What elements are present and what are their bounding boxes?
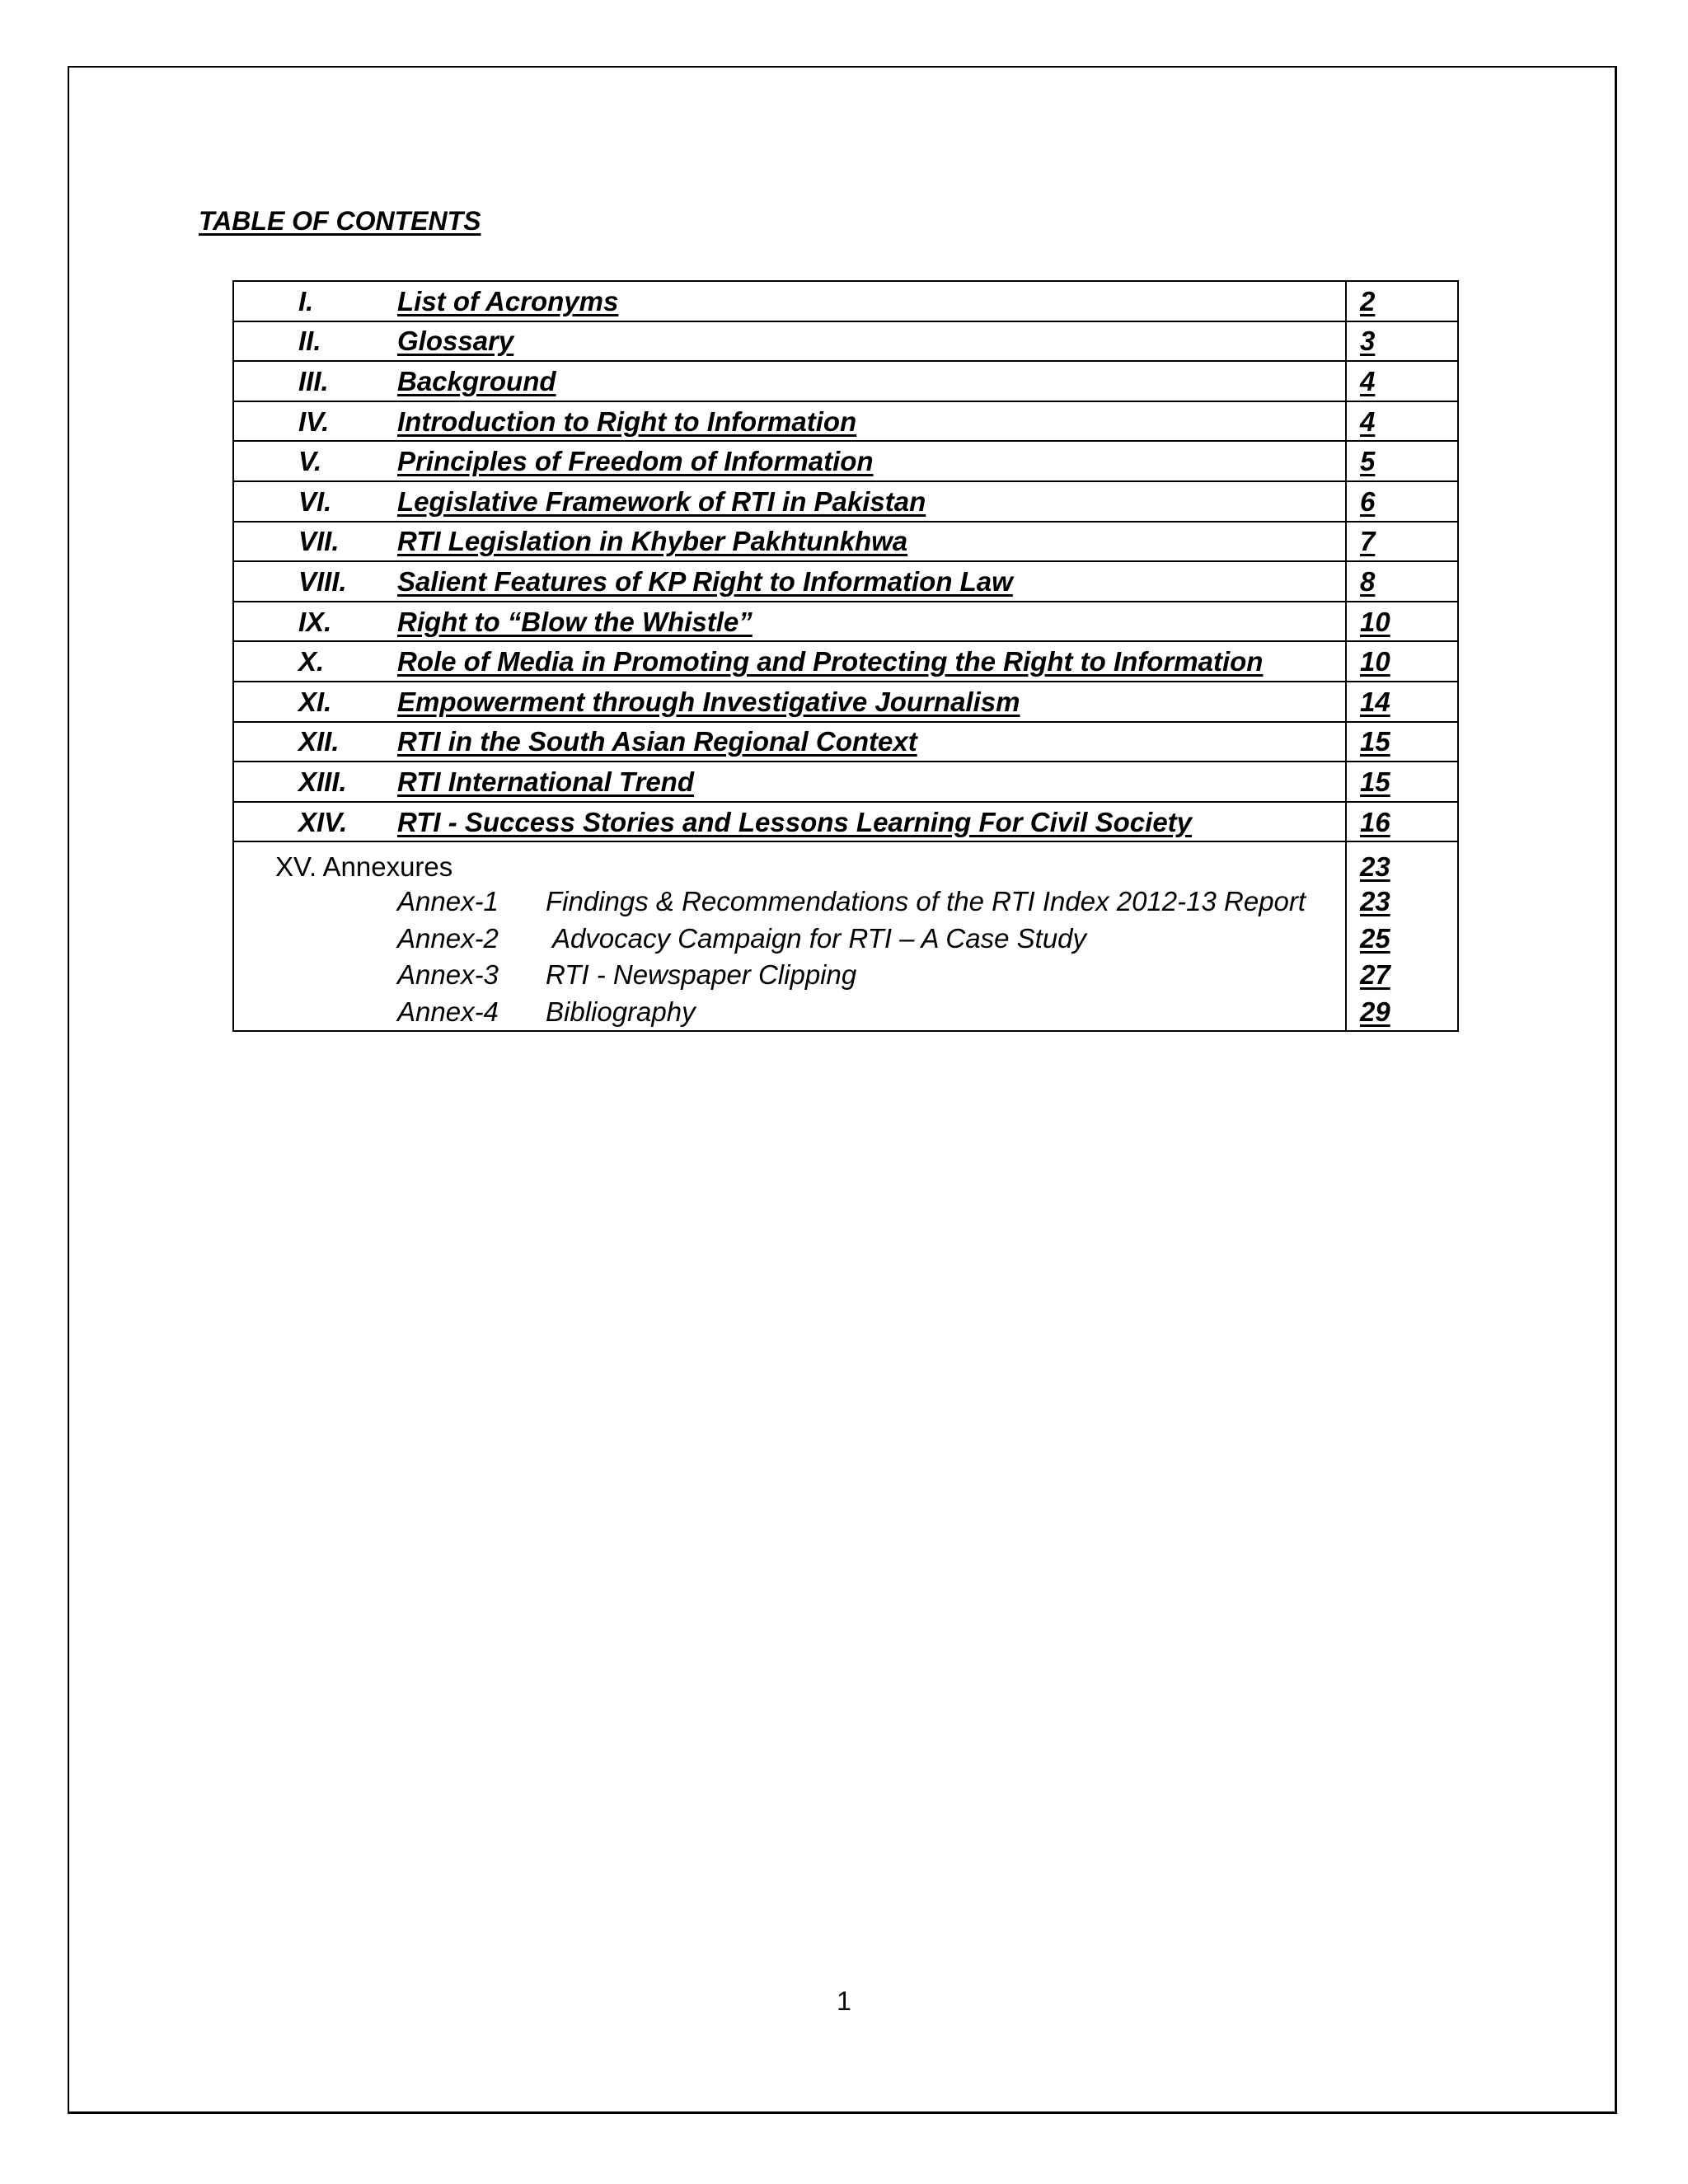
toc-page[interactable]: 8 [1346, 561, 1458, 602]
toc-title[interactable]: Empowerment through Investigative Journalism [397, 686, 1020, 717]
toc-row[interactable] [233, 802, 1458, 842]
toc-row[interactable] [233, 722, 1458, 762]
toc-number: III. [298, 365, 329, 396]
toc-table [232, 280, 1459, 1032]
annex-item[interactable] [234, 883, 1345, 921]
annex-title[interactable]: Advocacy Campaign for RTI – A Case Study [546, 922, 1087, 954]
toc-number: VII. [298, 526, 340, 557]
toc-title[interactable]: Principles of Freedom of Information [397, 446, 874, 477]
toc-number: IV. [298, 405, 330, 437]
toc-page[interactable]: 10 [1346, 602, 1458, 642]
toc-number: V. [298, 446, 322, 477]
annex-title[interactable]: Bibliography [546, 996, 696, 1027]
toc-page[interactable]: 6 [1346, 481, 1458, 522]
toc-page[interactable]: 7 [1346, 522, 1458, 562]
annex-title[interactable]: Findings & Recommendations of the RTI Index 2012-13 Report [546, 886, 1306, 917]
toc-number: XIV. [298, 806, 348, 837]
toc-row[interactable] [233, 682, 1458, 722]
annex-page[interactable]: 27 [1360, 959, 1390, 991]
annexures-heading: XV. Annexures [275, 851, 453, 883]
toc-page[interactable]: 16 [1346, 802, 1458, 842]
toc-number: IX. [298, 606, 332, 637]
toc-title[interactable]: Legislative Framework of RTI in Pakistan [397, 485, 926, 517]
toc-row[interactable] [233, 321, 1458, 362]
annex-id: Annex-3 [397, 959, 499, 991]
toc-heading: TABLE OF CONTENTS [199, 206, 481, 236]
annex-page[interactable]: 29 [1360, 996, 1390, 1027]
toc-title[interactable]: Introduction to Right to Information [397, 405, 857, 437]
toc-page[interactable]: 5 [1346, 441, 1458, 481]
toc-number: XIII. [298, 766, 347, 797]
toc-page[interactable]: 15 [1346, 762, 1458, 802]
toc-row[interactable] [233, 441, 1458, 481]
toc-row[interactable] [233, 641, 1458, 682]
toc-row[interactable] [233, 401, 1458, 442]
annexures-row [233, 841, 1458, 1031]
annex-item[interactable] [234, 957, 1345, 994]
toc-title[interactable]: Glossary [397, 326, 514, 357]
toc-number: II. [298, 326, 321, 357]
toc-number: XI. [298, 686, 332, 717]
toc-row[interactable] [233, 481, 1458, 522]
toc-page[interactable]: 3 [1346, 321, 1458, 362]
toc-title[interactable]: Role of Media in Promoting and Protecting the Right to Information [397, 646, 1264, 677]
toc-title[interactable]: RTI Legislation in Khyber Pakhtunkhwa [397, 526, 908, 557]
toc-number: I. [298, 285, 314, 316]
toc-title[interactable]: List of Acronyms [397, 285, 619, 316]
toc-row[interactable] [233, 602, 1458, 642]
annex-item[interactable] [234, 921, 1345, 958]
annex-id: Annex-4 [397, 996, 499, 1027]
toc-page[interactable]: 14 [1346, 682, 1458, 722]
toc-row[interactable] [233, 762, 1458, 802]
annex-id: Annex-2 [397, 922, 499, 954]
page-number: 1 [837, 1986, 851, 2016]
toc-number: VIII. [298, 565, 347, 597]
annex-page[interactable]: 23 [1360, 886, 1390, 917]
toc-row[interactable] [233, 361, 1458, 401]
annexures-cell [233, 841, 1346, 1031]
annexures-pages [1346, 841, 1458, 1031]
toc-page[interactable]: 10 [1346, 641, 1458, 682]
annex-item[interactable] [234, 994, 1345, 1031]
annex-id: Annex-1 [397, 886, 499, 917]
annex-page[interactable]: 25 [1360, 922, 1390, 954]
toc-page[interactable]: 4 [1346, 361, 1458, 401]
toc-title[interactable]: RTI in the South Asian Regional Context [397, 726, 917, 757]
toc-row[interactable] [233, 522, 1458, 562]
toc-title[interactable]: Background [397, 365, 556, 396]
toc-number: XII. [298, 726, 340, 757]
toc-page[interactable]: 4 [1346, 401, 1458, 442]
toc-number: X. [298, 646, 325, 677]
toc-number: VI. [298, 485, 332, 517]
toc-title[interactable]: Salient Features of KP Right to Information Law [397, 565, 1013, 597]
toc-page[interactable]: 2 [1346, 281, 1458, 321]
toc-row[interactable] [233, 281, 1458, 321]
annexures-page[interactable]: 23 [1360, 851, 1390, 883]
toc-title[interactable]: Right to “Blow the Whistle” [397, 606, 753, 637]
toc-row[interactable] [233, 561, 1458, 602]
annex-title[interactable]: RTI - Newspaper Clipping [546, 959, 857, 991]
toc-title[interactable]: RTI International Trend [397, 766, 694, 797]
toc-title[interactable]: RTI - Success Stories and Lessons Learning For Civil Society [397, 806, 1193, 837]
toc-page[interactable]: 15 [1346, 722, 1458, 762]
